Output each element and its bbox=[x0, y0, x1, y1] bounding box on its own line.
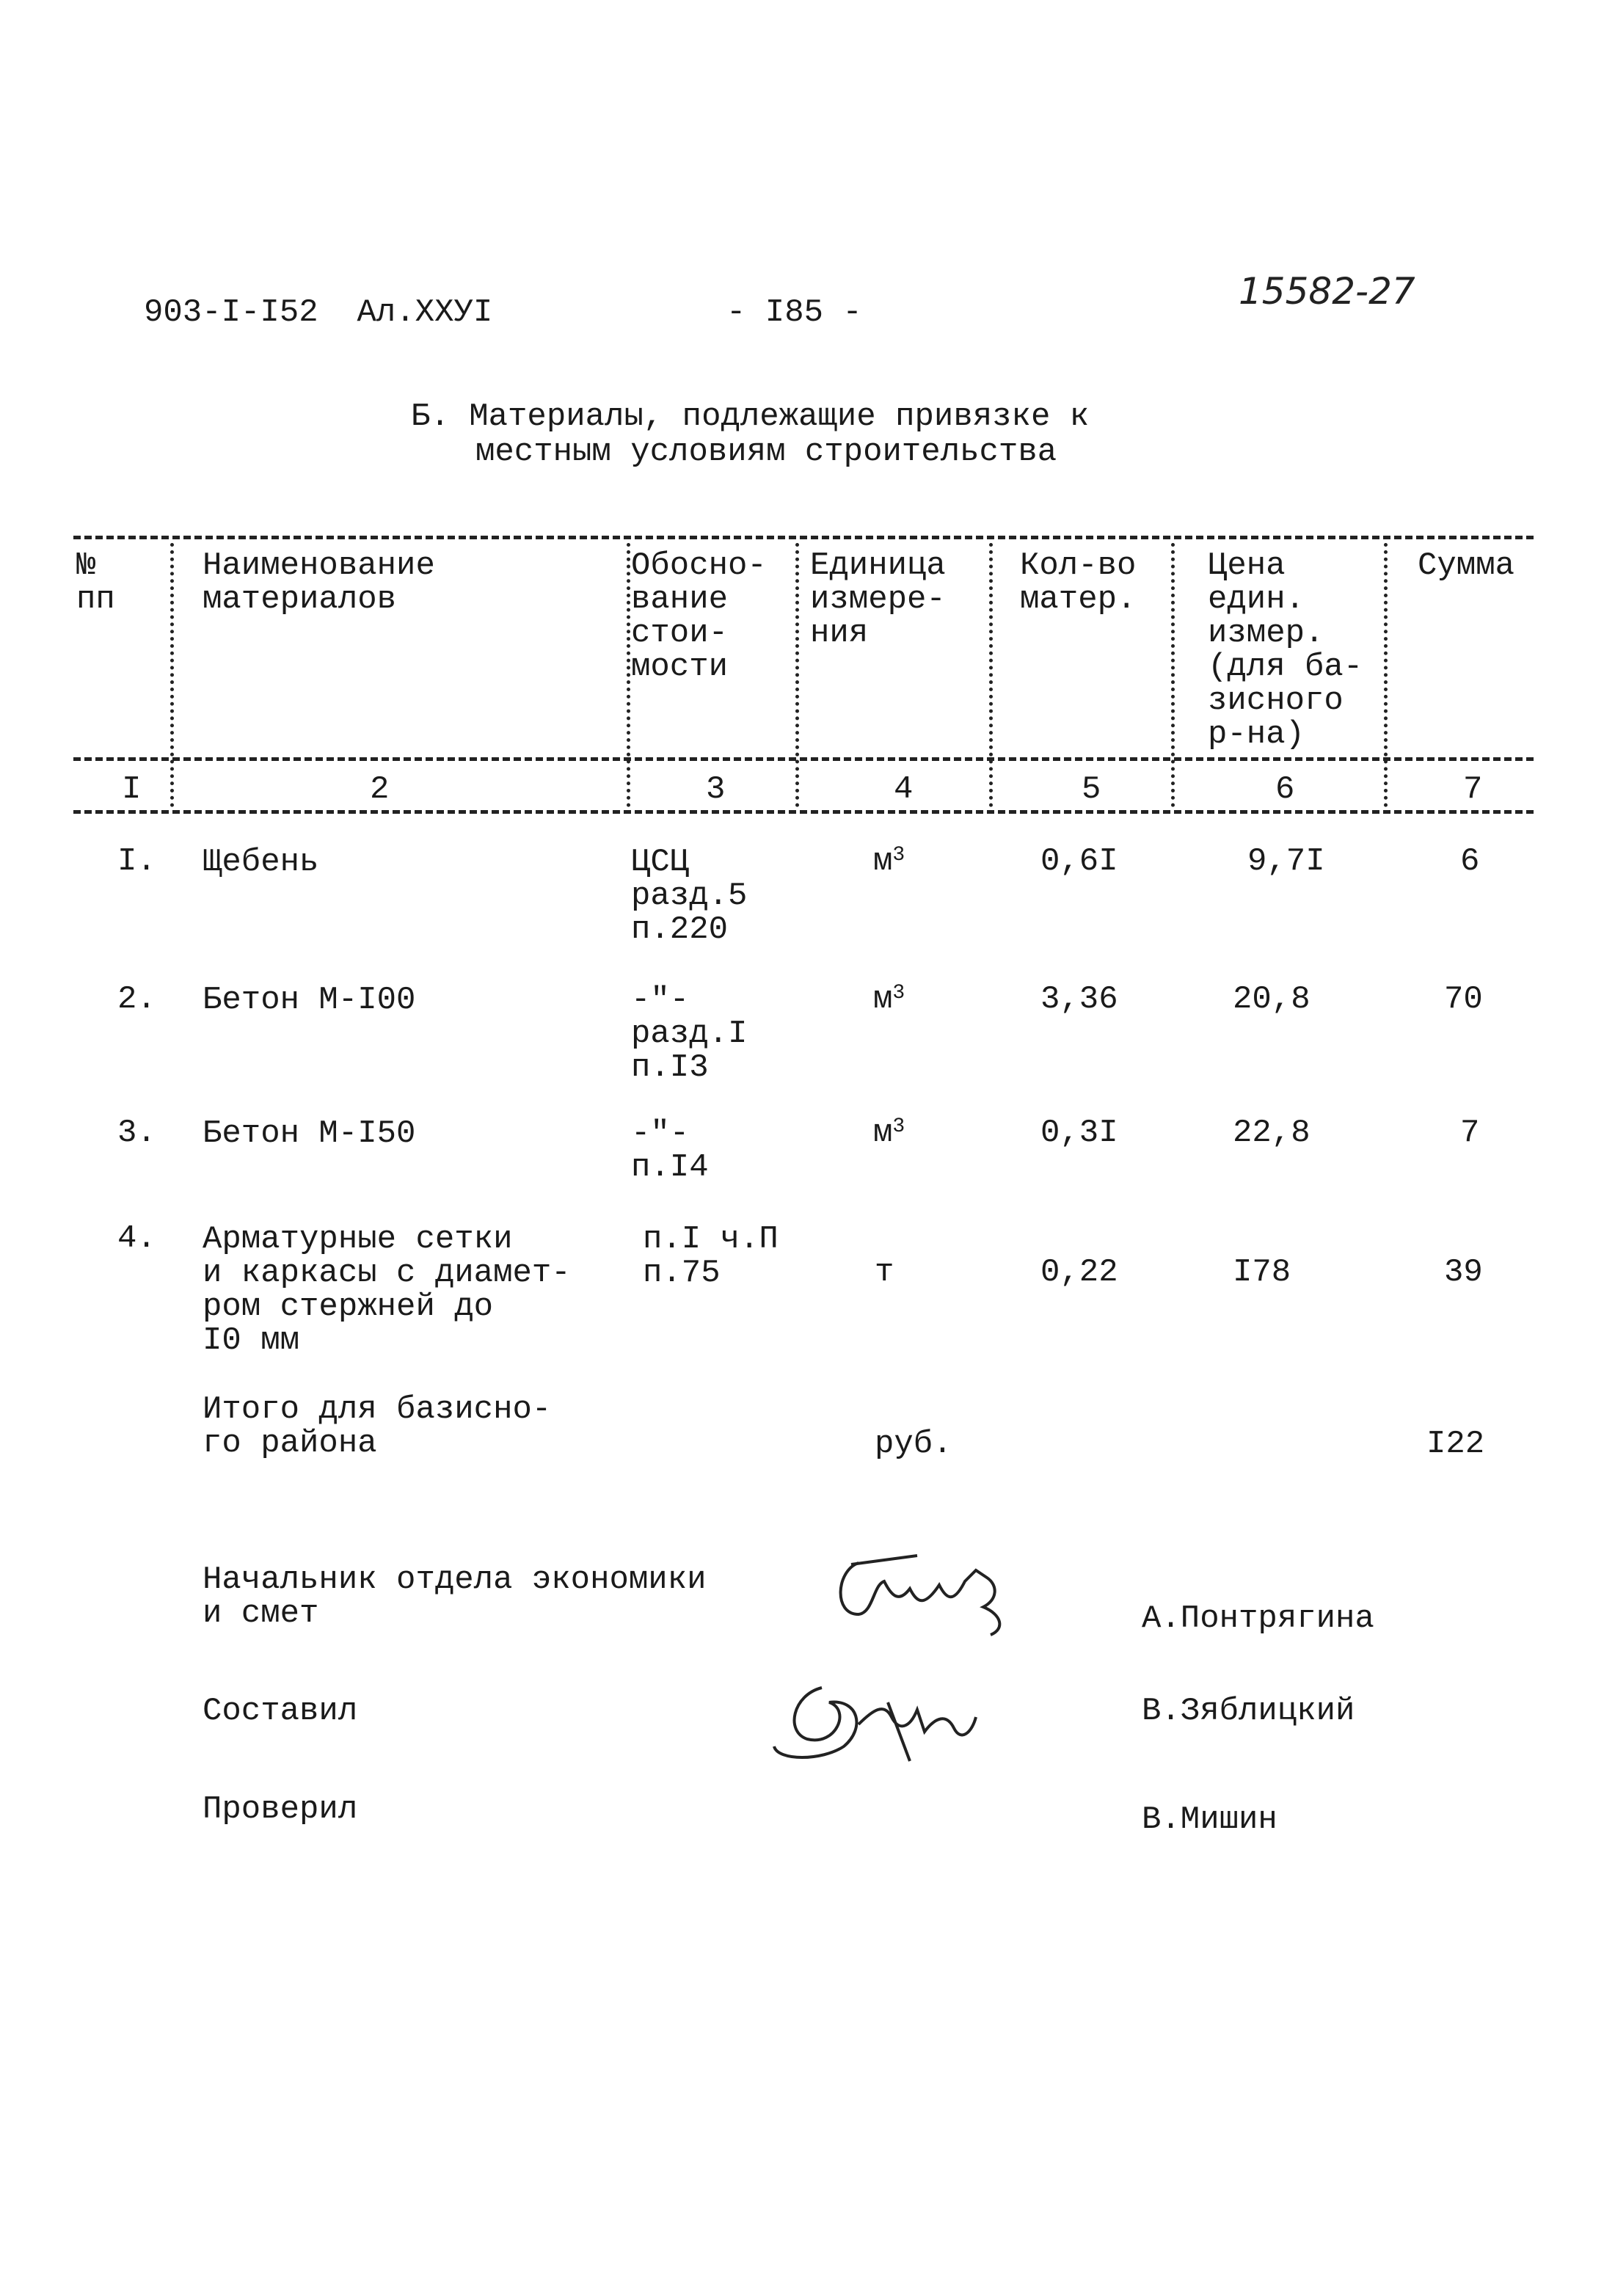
unit: $м^3$ bbox=[873, 981, 905, 1018]
column-number: 6 bbox=[1275, 771, 1295, 808]
column-number: 7 bbox=[1463, 771, 1483, 808]
checked-by-name: В.Мишин bbox=[1142, 1801, 1277, 1838]
row-number: 4. bbox=[117, 1220, 156, 1257]
signature-head bbox=[829, 1548, 1064, 1636]
section-title-line2: местным условиям строительства bbox=[475, 434, 1057, 470]
column-number: 4 bbox=[894, 771, 914, 808]
handwritten-archive-number: 15582-27 bbox=[1239, 270, 1415, 313]
signature-compiled bbox=[763, 1658, 1027, 1776]
column-separator bbox=[627, 543, 630, 807]
quantity: 0,6I bbox=[1040, 843, 1118, 880]
header-unit: Единица измере- ния bbox=[810, 547, 946, 652]
unit: $м^3$ bbox=[873, 843, 905, 880]
header-unit-price: Цена един. измер. (для ба- зисного р-на) bbox=[1208, 547, 1363, 753]
page-number: - I85 - bbox=[726, 294, 862, 331]
header-material-name: Наименование материалов bbox=[203, 547, 435, 618]
column-separator bbox=[989, 543, 993, 807]
table-header-rule bbox=[73, 757, 1534, 761]
row-number: 3. bbox=[117, 1115, 156, 1151]
header-sum: Сумма bbox=[1418, 547, 1515, 584]
material-name: Бетон М-I50 bbox=[203, 1115, 416, 1152]
sum: 70 bbox=[1444, 981, 1483, 1018]
column-number: 2 bbox=[370, 771, 390, 808]
material-name: Бетон М-I00 bbox=[203, 982, 416, 1018]
column-number: 3 bbox=[706, 771, 726, 808]
material-name: Щебень bbox=[203, 844, 319, 881]
row-number: 2. bbox=[117, 981, 156, 1018]
cost-basis: -"- разд.I п.I3 bbox=[631, 982, 748, 1086]
checked-by-label: Проверил bbox=[203, 1791, 358, 1828]
header-cost-basis: Обосно- вание стои- мости bbox=[631, 547, 767, 685]
total-label: Итого для базисно- го района bbox=[203, 1391, 552, 1462]
head-of-department-name: А.Понтрягина bbox=[1142, 1600, 1374, 1637]
unit-price: 9,7I bbox=[1247, 843, 1325, 880]
column-separator bbox=[795, 543, 799, 807]
quantity: 3,36 bbox=[1040, 981, 1118, 1018]
table-column-numbers-rule bbox=[73, 810, 1534, 814]
row-number: I. bbox=[117, 843, 156, 880]
column-separator bbox=[1384, 543, 1388, 807]
header-number: № пп bbox=[76, 547, 115, 618]
unit: т bbox=[875, 1254, 894, 1291]
total-unit: руб. bbox=[875, 1426, 952, 1462]
column-separator bbox=[1171, 543, 1175, 807]
quantity: 0,22 bbox=[1040, 1254, 1118, 1291]
document-code: 903-I-I52 Ал.XXУI bbox=[144, 294, 493, 331]
head-of-department-title: Начальник отдела экономики и смет bbox=[203, 1561, 707, 1632]
cost-basis: п.I ч.П п.75 bbox=[643, 1221, 779, 1291]
unit-price: I78 bbox=[1233, 1254, 1291, 1291]
sum: 39 bbox=[1444, 1254, 1483, 1291]
sum: 6 bbox=[1460, 843, 1480, 880]
column-number: I bbox=[122, 771, 142, 808]
unit-price: 22,8 bbox=[1233, 1115, 1310, 1151]
material-name: Арматурные сетки и каркасы с диамет- ром стержней до I0 мм bbox=[203, 1221, 571, 1359]
quantity: 0,3I bbox=[1040, 1115, 1118, 1151]
total-sum: I22 bbox=[1426, 1426, 1485, 1462]
unit: $м^3$ bbox=[873, 1115, 905, 1151]
compiled-by-label: Составил bbox=[203, 1693, 358, 1730]
cost-basis: -"- п.I4 bbox=[631, 1115, 709, 1186]
table-top-rule bbox=[73, 536, 1534, 539]
column-number: 5 bbox=[1082, 771, 1101, 808]
column-separator bbox=[170, 543, 174, 807]
compiled-by-name: В.Зяблицкий bbox=[1142, 1693, 1355, 1730]
header-quantity: Кол-во матер. bbox=[1020, 547, 1137, 618]
unit-price: 20,8 bbox=[1233, 981, 1310, 1018]
section-title-line1: Б. Материалы, подлежащие привязке к bbox=[411, 398, 1090, 435]
cost-basis: ЦСЦ разд.5 п.220 bbox=[631, 844, 748, 948]
sum: 7 bbox=[1460, 1115, 1480, 1151]
